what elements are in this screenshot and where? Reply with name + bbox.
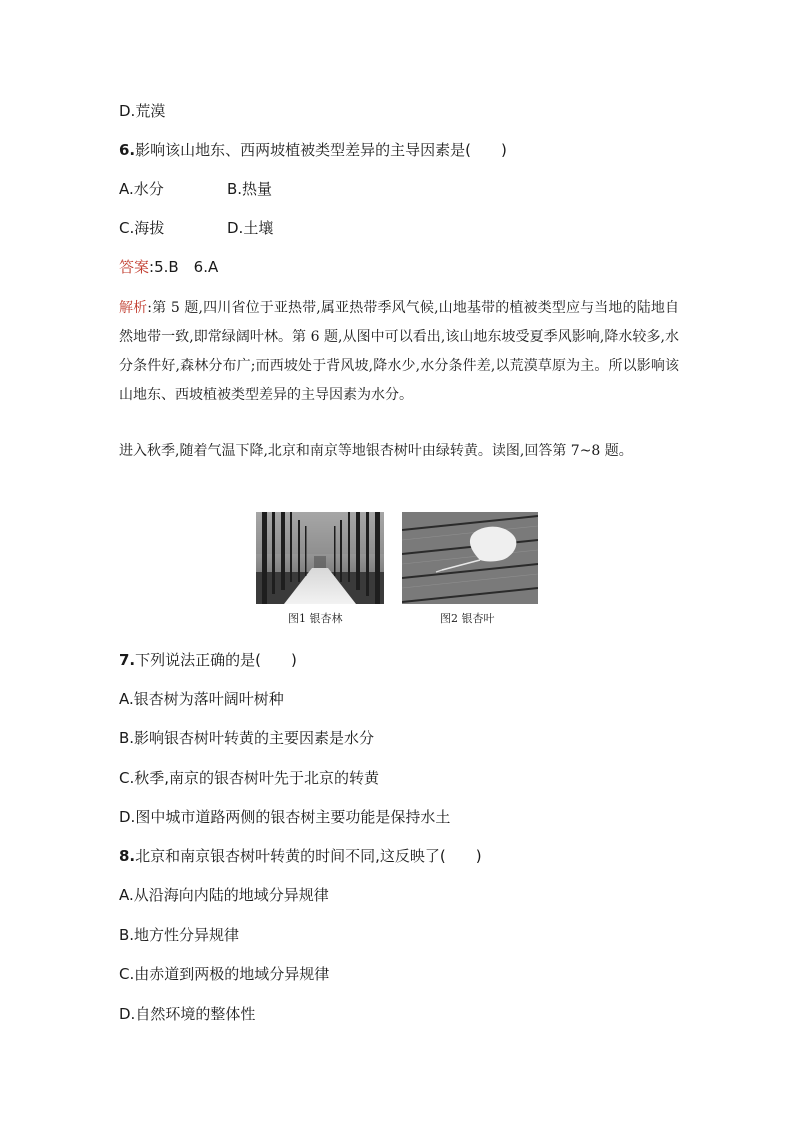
q6-option-d: D.土壤 bbox=[227, 219, 274, 237]
answer-label: 答案 bbox=[119, 258, 150, 276]
q8-stem-text: 北京和南京银杏树叶转黄的时间不同,这反映了( ) bbox=[135, 847, 482, 865]
q6-number: 6. bbox=[119, 141, 136, 159]
q6-options-row-1 bbox=[119, 179, 273, 199]
q6-option-a: A.水分 bbox=[119, 180, 164, 198]
answer-line bbox=[119, 257, 218, 277]
q8-option-c: C.由赤道到两极的地域分异规律 bbox=[119, 965, 330, 983]
q5-option-d: D.荒漠 bbox=[119, 102, 166, 120]
q6-option-c: C.海拔 bbox=[119, 219, 165, 237]
q8-option-b: B.地方性分异规律 bbox=[119, 926, 240, 944]
analysis-text: :第 5 题,四川省位于亚热带,属亚热带季风气候,山地基带的植被类型应与当地的陆地自然地带一致,即常绿阔叶林。第 6 题,从图中可以看出,该山地东坡受夏季风影响,降水较多,水分条件好,森林分布广;而西坡处于背风坡,降水少,水分条件差,以荒漠草原为主。所以影响该山地东、西坡植被类型差异的主导因素为水分。 bbox=[119, 300, 680, 403]
answer-text: :5.B 6.A bbox=[149, 258, 219, 276]
q8-option-a: A.从沿海向内陆的地域分异规律 bbox=[119, 886, 329, 904]
q6-stem-text: 影响该山地东、西两坡植被类型差异的主导因素是( ) bbox=[135, 141, 507, 159]
q7-option-b: B.影响银杏树叶转黄的主要因素是水分 bbox=[119, 729, 375, 747]
figure-2-caption: 图2 银杏叶 bbox=[440, 612, 495, 625]
q7-option-c: C.秋季,南京的银杏树叶先于北京的转黄 bbox=[119, 769, 380, 787]
q6-option-b: B.热量 bbox=[227, 180, 273, 198]
ginkgo-forest-photo bbox=[256, 512, 384, 604]
q7-number: 7. bbox=[119, 651, 136, 669]
q8-number: 8. bbox=[119, 847, 136, 865]
q7-option-a: A.银杏树为落叶阔叶树种 bbox=[119, 690, 284, 708]
q8-stem bbox=[119, 846, 482, 866]
q7-option-d: D.图中城市道路两侧的银杏树主要功能是保持水土 bbox=[119, 808, 451, 826]
q6-stem bbox=[119, 140, 507, 160]
intro-paragraph: 进入秋季,随着气温下降,北京和南京等地银杏树叶由绿转黄。读图,回答第 7~8 题。 bbox=[119, 443, 633, 459]
figure-1-caption: 图1 银杏林 bbox=[288, 612, 343, 625]
q6-options-row-2 bbox=[119, 218, 274, 238]
q7-stem bbox=[119, 650, 297, 670]
analysis-paragraph bbox=[119, 294, 679, 410]
q7-stem-text: 下列说法正确的是( ) bbox=[135, 651, 297, 669]
ginkgo-leaf-photo bbox=[402, 512, 538, 604]
analysis-label: 解析 bbox=[119, 300, 148, 316]
q8-option-d: D.自然环境的整体性 bbox=[119, 1005, 256, 1023]
